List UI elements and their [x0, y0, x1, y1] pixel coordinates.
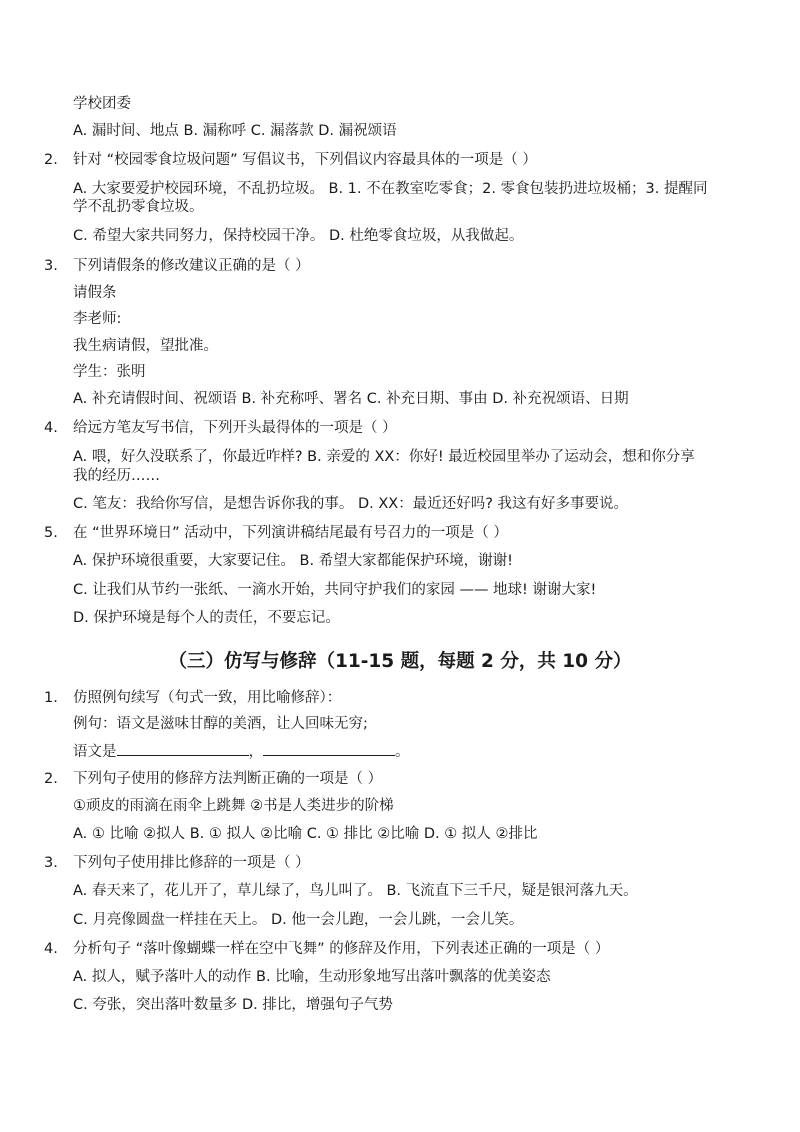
options-line: A. 春天来了，花儿开了，草儿绿了，鸟儿叫了。 B. 飞流直下三千尺，疑是银河落九天。 [73, 883, 638, 899]
options-line: C. 希望大家共同努力，保持校园干净。 D. 杜绝零食垃圾，从我做起。 [73, 228, 524, 244]
options-line: A. 补充请假时间、祝颂语 B. 补充称呼、署名 C. 补充日期、事由 D. 补充祝颂语、日期 [73, 391, 629, 407]
fill-end: 。 [395, 744, 410, 760]
question-number: 5. [44, 525, 58, 541]
question-2-stem: 针对 “校园零食垃圾问题” 写倡议书，下列倡议内容最具体的一项是（ ） [73, 152, 537, 168]
question-number: 2. [44, 152, 58, 168]
fill-blank-line [73, 741, 410, 762]
question-number: 1. [44, 690, 58, 706]
options-line: C. 让我们从节约一张纸、一滴水开始，共同守护我们的家园 —— 地球! 谢谢大家! [73, 582, 597, 598]
section-title: （三）仿写与修辞（11-15 题，每题 2 分，共 10 分） [168, 651, 632, 672]
text-line: 学校团委 [73, 96, 131, 112]
question-3-stem: 下列句子使用排比修辞的一项是（ ） [73, 855, 310, 871]
answer-blank-1[interactable] [117, 741, 249, 756]
question-number: 3. [44, 258, 58, 274]
question-5-stem: 在 “世界环境日” 活动中，下列演讲稿结尾最有号召力的一项是（ ） [73, 525, 508, 541]
note-line: 请假条 [73, 285, 117, 301]
note-line: 李老师: [73, 311, 122, 327]
options-line: A. 保护环境很重要，大家要记住。 B. 希望大家都能保护环境，谢谢! [73, 553, 513, 569]
question-3-stem: 下列请假条的修改建议正确的是（ ） [73, 258, 310, 274]
options-line: A. 大家要爱护校园环境，不乱扔垃圾。 B. 1. 不在教室吃零食；2. 零食包装扔进垃圾桶；3. 提醒同 [73, 181, 708, 197]
options-line: D. 保护环境是每个人的责任，不要忘记。 [73, 610, 340, 626]
options-line: C. 夸张，突出落叶数量多 D. 排比，增强句子气势 [73, 997, 393, 1013]
question-1-stem: 仿照例句续写（句式一致，用比喻修辞）： [73, 690, 342, 706]
options-line: C. 月亮像圆盘一样挂在天上。 D. 他一会儿跑，一会儿跳，一会儿笑。 [73, 912, 524, 928]
question-number: 2. [44, 771, 58, 787]
options-line: C. 笔友：我给你写信，是想告诉你我的事。 D. XX：最近还好吗? 我这有好多事要说。 [73, 496, 629, 512]
note-line: 学生：张明 [73, 364, 146, 380]
question-number: 3. [44, 855, 58, 871]
note-line: 我生病请假，望批准。 [73, 338, 218, 354]
options-line: A. 喂，好久没联系了，你最近咋样? B. 亲爱的 XX：你好! 最近校园里举办了运动会，想和你分享 [73, 449, 695, 465]
question-4-stem: 给远方笔友写书信，下列开头最得体的一项是（ ） [73, 420, 397, 436]
options-line: A. 拟人，赋予落叶人的动作 B. 比喻，生动形象地写出落叶飘落的优美姿态 [73, 969, 551, 985]
fill-prefix: 语文是 [73, 744, 117, 760]
options-line: A. ① 比喻 ②拟人 B. ① 拟人 ②比喻 C. ① 排比 ②比喻 D. ① 拟人 ②排比 [73, 826, 538, 842]
question-number: 4. [44, 420, 58, 436]
sentence-line: ①顽皮的雨滴在雨伞上跳舞 ②书是人类进步的阶梯 [73, 798, 394, 814]
options-line: 学不乱扔零食垃圾。 [73, 199, 204, 215]
options-line: 我的经历…… [73, 468, 160, 484]
question-number: 4. [44, 941, 58, 957]
question-4-stem: 分析句子 “落叶像蝴蝶一样在空中飞舞” 的修辞及作用，下列表述正确的一项是（ ） [73, 941, 610, 957]
answer-blank-2[interactable] [263, 741, 395, 756]
example-line: 例句：语文是滋味甘醇的美酒，让人回味无穷; [73, 716, 368, 732]
options-line: A. 漏时间、地点 B. 漏称呼 C. 漏落款 D. 漏祝颂语 [73, 123, 397, 139]
question-2-stem: 下列句子使用的修辞方法判断正确的一项是（ ） [73, 771, 383, 787]
fill-separator: ， [248, 744, 263, 760]
